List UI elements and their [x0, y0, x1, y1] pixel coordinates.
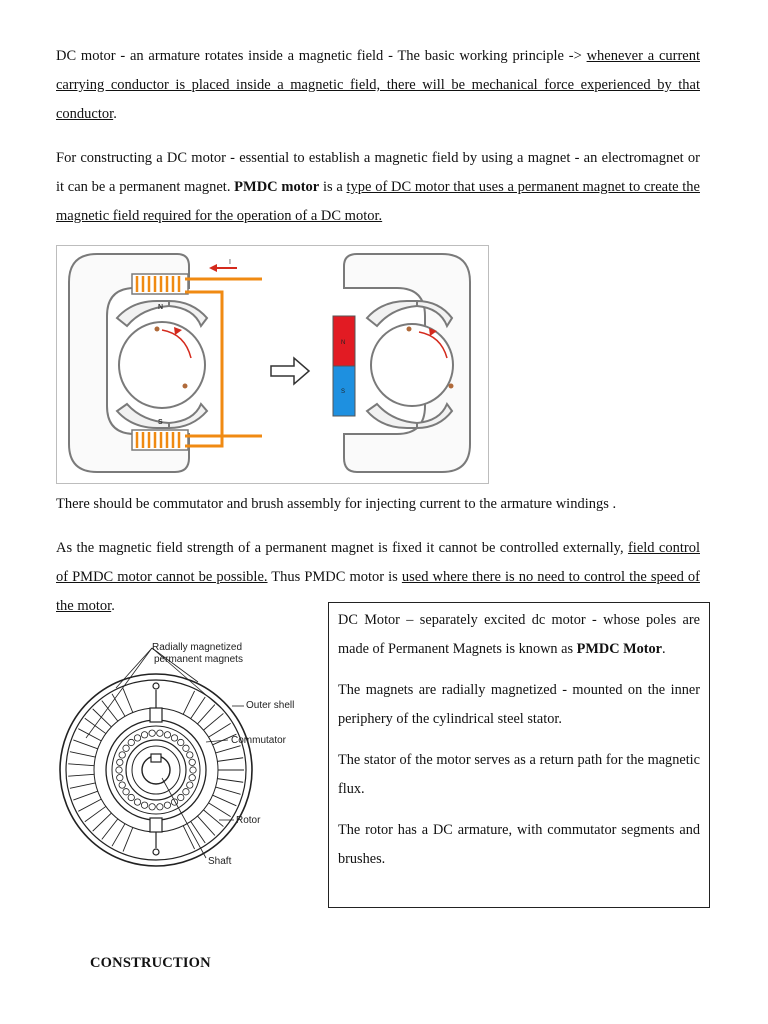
section-heading: CONSTRUCTION [90, 955, 211, 971]
rotor-label: Rotor [236, 815, 261, 826]
intro-text: DC motor - an armature rotates inside a magnetic field - The basic working principle -> [56, 48, 587, 64]
speed-control-usage: used where there is no need to control the speed of the motor [56, 569, 700, 614]
shaft-label: Shaft [208, 856, 232, 867]
magnet-segment-line [217, 779, 243, 783]
permanent-magnet [333, 316, 355, 416]
motor-comparison-figure [56, 245, 489, 484]
commutator-label: Commutator [231, 735, 287, 746]
magnet-south-label: S [341, 389, 346, 395]
field-winding-bottom [132, 430, 188, 450]
rotor-conductor [164, 802, 170, 808]
motor-comparison-diagram [57, 246, 488, 483]
outer-shell-label: Outer shell [246, 700, 295, 711]
rotor-conductor [119, 782, 125, 788]
rotor-conductor [117, 759, 123, 765]
summary-stator: The stator of the motor serves as a return path for the magnetic flux. [338, 752, 700, 797]
magnet-segment-line [216, 746, 241, 753]
rotor-conductor [187, 752, 193, 758]
field-control-limitation: field control of PMDC motor cannot be possible. [56, 540, 700, 585]
rotor-conductor [183, 745, 189, 751]
magnet-segment-line [78, 729, 101, 741]
magnet-segment-line [73, 791, 97, 800]
summary-definition-text: DC Motor – separately excited dc motor - whose poles are made of Permanent Magnets is known as [338, 612, 700, 657]
field-control-connector: Thus PMDC motor is [267, 569, 402, 585]
summary-magnets: The magnets are radially magnetized - mounted on the inner periphery of the cylindrical steel stator. [338, 682, 700, 727]
rotor-conductor [123, 789, 129, 795]
rotor-conductor [134, 799, 140, 805]
shaft [142, 754, 170, 784]
rotor-conductor [189, 759, 195, 765]
magnet-segment-line [203, 810, 223, 827]
rotor-conductor [157, 804, 163, 810]
construction-connector: is a [319, 179, 347, 195]
rotor-conductor [171, 735, 177, 741]
magnet-segment-line [209, 723, 231, 737]
construction-paragraph [56, 144, 700, 231]
magnet-segment-line [112, 694, 125, 717]
magnet-segment-line [70, 752, 95, 757]
magnet-segment-line [217, 758, 243, 762]
magnet-segment-line [209, 803, 231, 817]
construction-text: For constructing a DC motor - essential to establish a magnetic field by using a magnet - an electromagnet or it can be a permanent magnet. [56, 150, 700, 195]
magnet-segment-line [183, 826, 194, 849]
rotor-conductor [116, 767, 122, 773]
permanent-magnet-motor [344, 254, 470, 472]
magnet-segment-line [216, 787, 241, 794]
magnet-segment-line [191, 697, 206, 719]
magnet-segment-line [68, 774, 94, 776]
magnet-segment-line [123, 688, 133, 712]
rotor-conductor [149, 804, 155, 810]
magnet-segment-line [112, 824, 125, 847]
rotor-conductor [134, 735, 140, 741]
magnet-segment-line [102, 819, 118, 839]
south-pole-label: S [158, 419, 163, 426]
pmdc-summary-box [328, 602, 710, 908]
magnet-segment-line [102, 701, 118, 721]
magnet-segment-line [183, 691, 194, 714]
rotor-conductor [157, 730, 163, 736]
magnet-segment-line [123, 827, 133, 851]
rotor-conductor [128, 739, 134, 745]
magnet-segment-line [70, 783, 95, 788]
rotor-conductor [123, 745, 129, 751]
transition-arrow [271, 358, 309, 384]
conductor-dot [183, 384, 188, 389]
intro-paragraph [56, 42, 700, 129]
magnet-segment-line [68, 764, 94, 766]
rotor-conductor [119, 752, 125, 758]
leader-lines [86, 648, 244, 858]
rotor-conductor [128, 794, 134, 800]
rotor-conductor [149, 730, 155, 736]
pmdc-cross-section-figure [56, 630, 318, 876]
conductor-dot [155, 327, 160, 332]
summary-rotor: The rotor has a DC armature, with commutator segments and brushes. [338, 822, 700, 867]
rotor-conductor [141, 732, 147, 738]
rotor-conductor [141, 802, 147, 808]
magnet-segment-line [197, 705, 214, 724]
magnet-segment-line [73, 740, 97, 749]
working-principle-text: whenever a current carrying conductor is placed inside a magnetic field, there will be mechanical force experienced by that conductor [56, 48, 700, 122]
north-pole-label: N [158, 304, 164, 311]
rotor-conductor [187, 782, 193, 788]
magnet-north-label: N [341, 340, 346, 346]
current-arrow [209, 259, 237, 272]
conductor-dot [407, 327, 412, 332]
magnet-segment-line [213, 795, 237, 806]
magnet-segment-line [191, 821, 206, 843]
current-label: I [229, 259, 231, 266]
rotor-conductor [178, 739, 184, 745]
rotor-conductor [189, 774, 195, 780]
summary-definition-period: . [662, 641, 666, 657]
pmdc-definition: type of DC motor that uses a permanent magnet to create the magnetic field required for the operation of a DC motor. [56, 179, 700, 224]
field-control-text: As the magnetic field strength of a permanent magnet is fixed it cannot be controlled externally, [56, 540, 628, 556]
magnet-segment-line [93, 709, 112, 727]
magnet-segment-line [78, 799, 101, 811]
magnet-segment-line [197, 816, 214, 835]
magnets-label-line1: Radially magnetized [152, 642, 243, 653]
rotor-conductor [164, 732, 170, 738]
pmdc-cross-section-diagram [56, 630, 318, 876]
conductor-dot [449, 384, 454, 389]
commutator-paragraph: There should be commutator and brush assembly for injecting current to the armature windings . [56, 496, 617, 512]
magnet-segment-line [85, 806, 106, 821]
rotor-conductor [183, 789, 189, 795]
summary-definition [338, 606, 700, 664]
rotor-conductor [117, 774, 123, 780]
magnets-label-line2: permanent magnets [154, 654, 243, 665]
rotor-conductor [178, 794, 184, 800]
intro-period: . [113, 106, 117, 122]
magnet-segment-line [93, 813, 112, 831]
rotor-conductor [190, 767, 196, 773]
summary-pmdc-term: PMDC Motor [576, 641, 662, 657]
pmdc-term: PMDC motor [234, 179, 320, 195]
field-winding-top [132, 274, 188, 294]
field-control-period: . [111, 598, 115, 614]
magnet-segment-line [203, 713, 223, 730]
